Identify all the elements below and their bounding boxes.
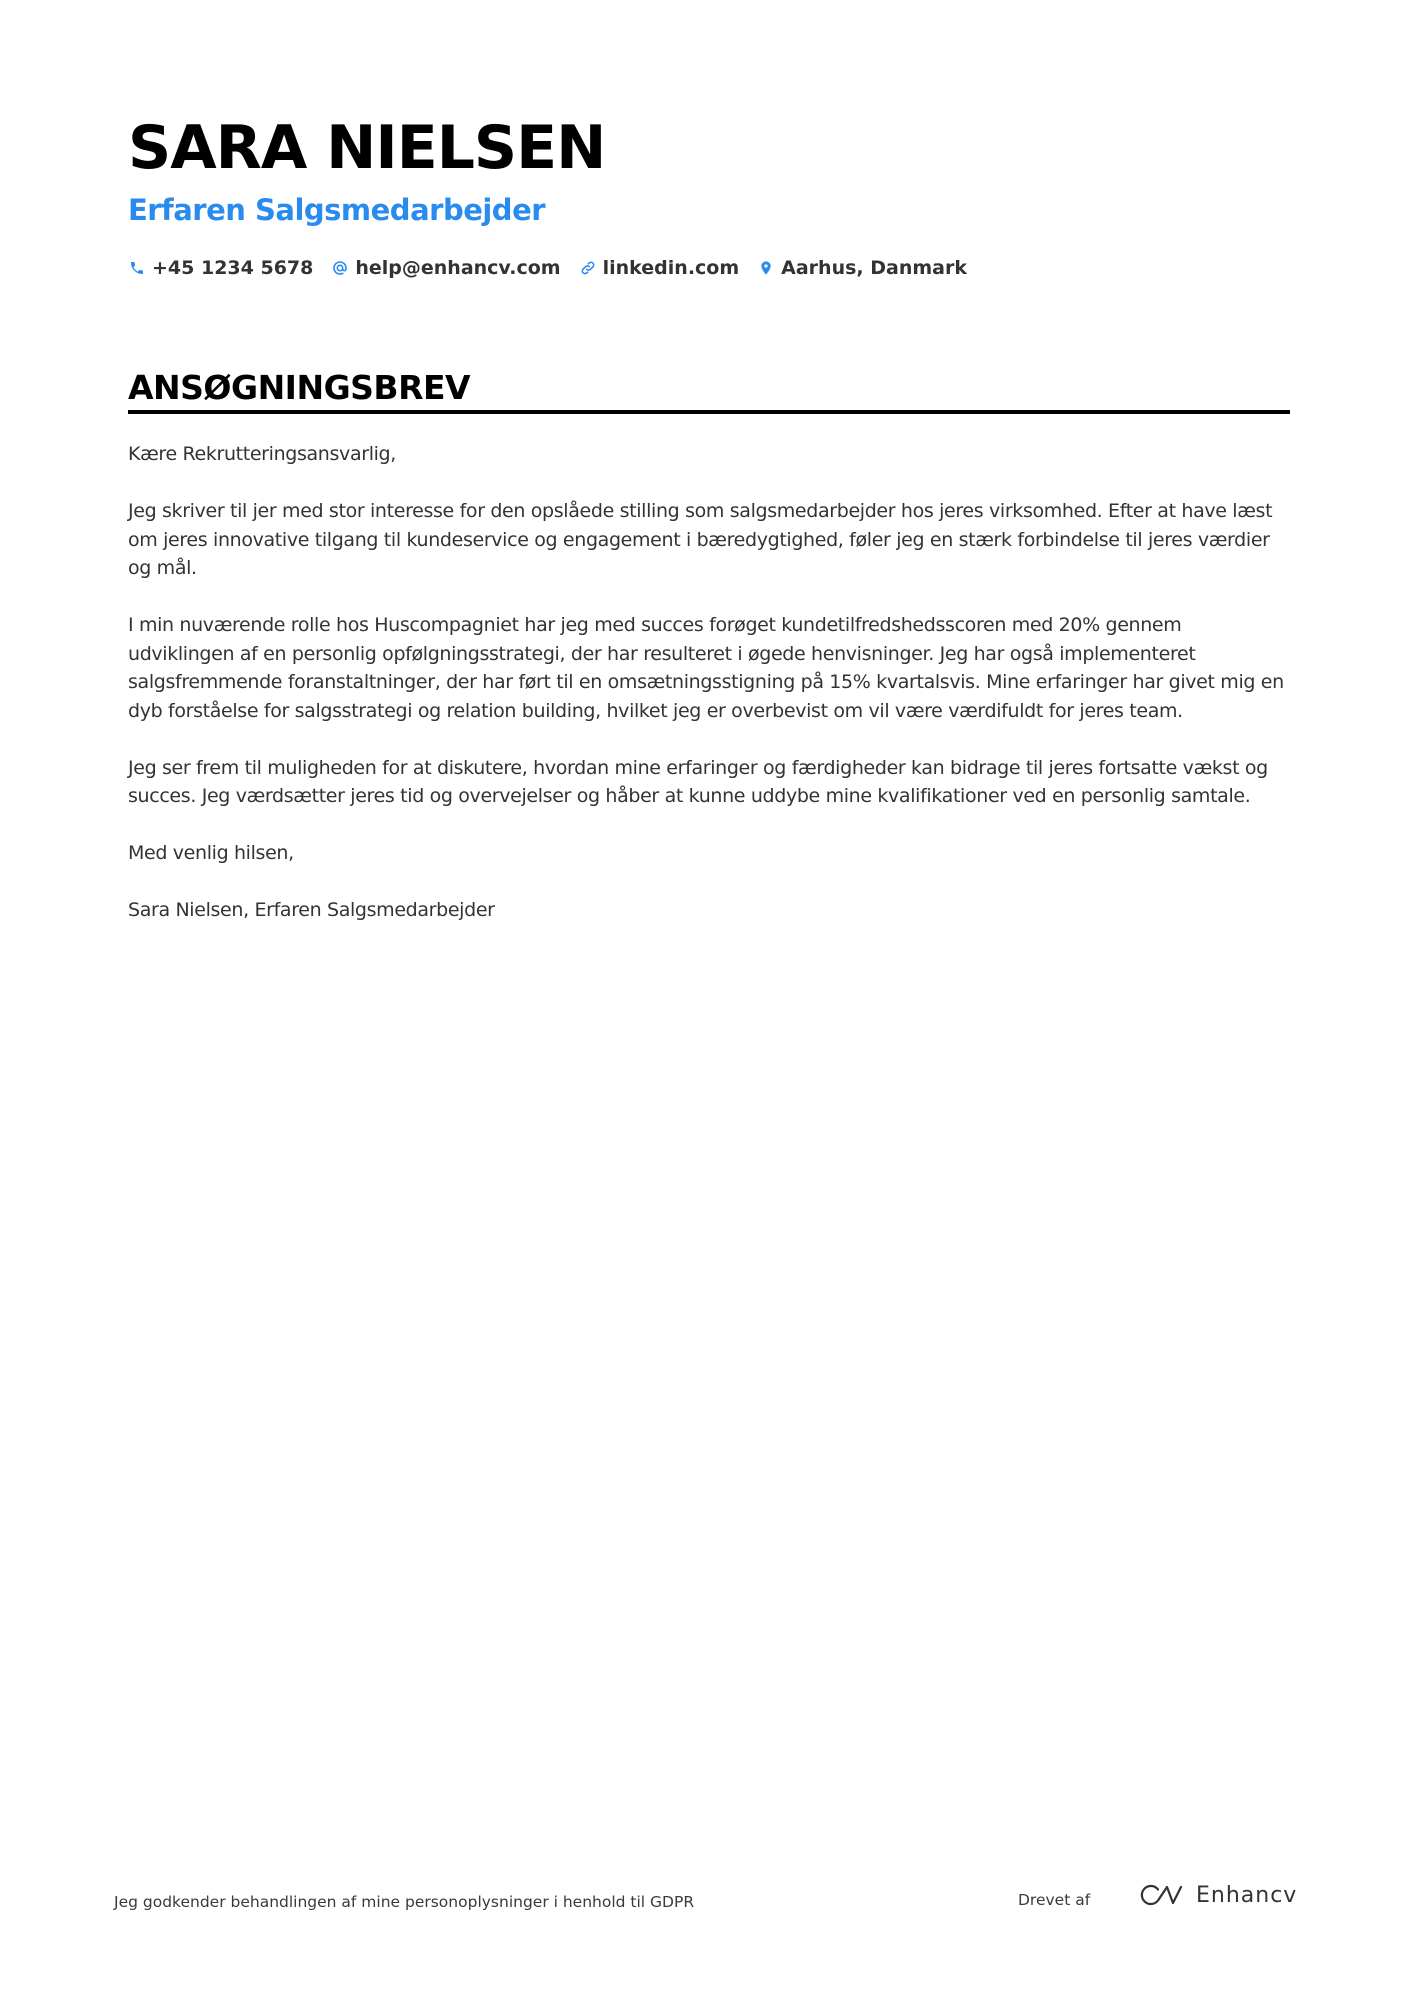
- section-divider: [128, 410, 1290, 414]
- letter-signature: Sara Nielsen, Erfaren Salgsmedarbejder: [128, 899, 495, 921]
- letter-greeting: Kære Rekrutteringsansvarlig,: [128, 443, 396, 465]
- phone-icon: [128, 259, 146, 277]
- contact-info-row: [128, 254, 985, 282]
- gdpr-consent-text: Jeg godkender behandlingen af mine personoplysninger i henhold til GDPR: [114, 1893, 695, 1911]
- contact-location: [757, 257, 967, 279]
- brand-name: Enhancv: [1196, 1882, 1298, 1908]
- location-pin-icon: [757, 259, 775, 277]
- powered-by-text: Drevet af: [1018, 1891, 1091, 1909]
- section-title: ANSØGNINGSBREV: [128, 368, 471, 407]
- applicant-name: SARA NIELSEN: [128, 113, 606, 183]
- letter-body: [128, 440, 1290, 953]
- contact-email[interactable]: [331, 257, 560, 279]
- contact-location-text: Aarhus, Danmark: [781, 257, 967, 279]
- applicant-job-title: Erfaren Salgsmedarbejder: [128, 193, 546, 227]
- letter-paragraph: Jeg ser frem til muligheden for at diskutere, hvordan mine erfaringer og færdigheder kan bidrage til jeres fortsatte vækst og succes. Jeg værdsætter jeres tid og overvejelser og håber at kunne uddybe mine kvalifikationer ved en personlig samtale.: [128, 756, 1268, 807]
- enhancv-logo-icon: [1138, 1881, 1186, 1909]
- letter-closing: Med venlig hilsen,: [128, 842, 294, 864]
- letter-paragraph: I min nuværende rolle hos Huscompagniet har jeg med succes forøget kundetilfredshedsscoren med 20% gennem udviklingen af en personlig opfølgningsstrategi, der har resulteret i øgede henvisninger. Jeg har også implementeret salgsfremmende foranstaltninger, der har ført til en omsætningsstigning på 15% kvartalsvis. Mine erfaringer har givet mig en dyb forståelse for salgsstrategi og relation building, hvilket jeg er overbevist om vil være værdifuldt for jeres team.: [128, 614, 1284, 722]
- contact-phone: [128, 257, 313, 279]
- letter-paragraph: Jeg skriver til jer med stor interesse for den opslåede stilling som salgsmedarbejder hos jeres virksomhed. Efter at have læst om jeres innovative tilgang til kundeservice og engagement i bæredygtighed, føler jeg en stærk forbindelse til jeres værdier og mål.: [128, 500, 1273, 579]
- contact-linkedin-text[interactable]: linkedin.com: [602, 257, 740, 279]
- contact-phone-text: +45 1234 5678: [152, 257, 314, 279]
- at-icon: [331, 259, 349, 277]
- contact-email-text[interactable]: help@enhancv.com: [355, 257, 561, 279]
- link-icon: [579, 259, 597, 277]
- contact-linkedin[interactable]: [579, 257, 740, 279]
- enhancv-brand[interactable]: [1138, 1881, 1297, 1909]
